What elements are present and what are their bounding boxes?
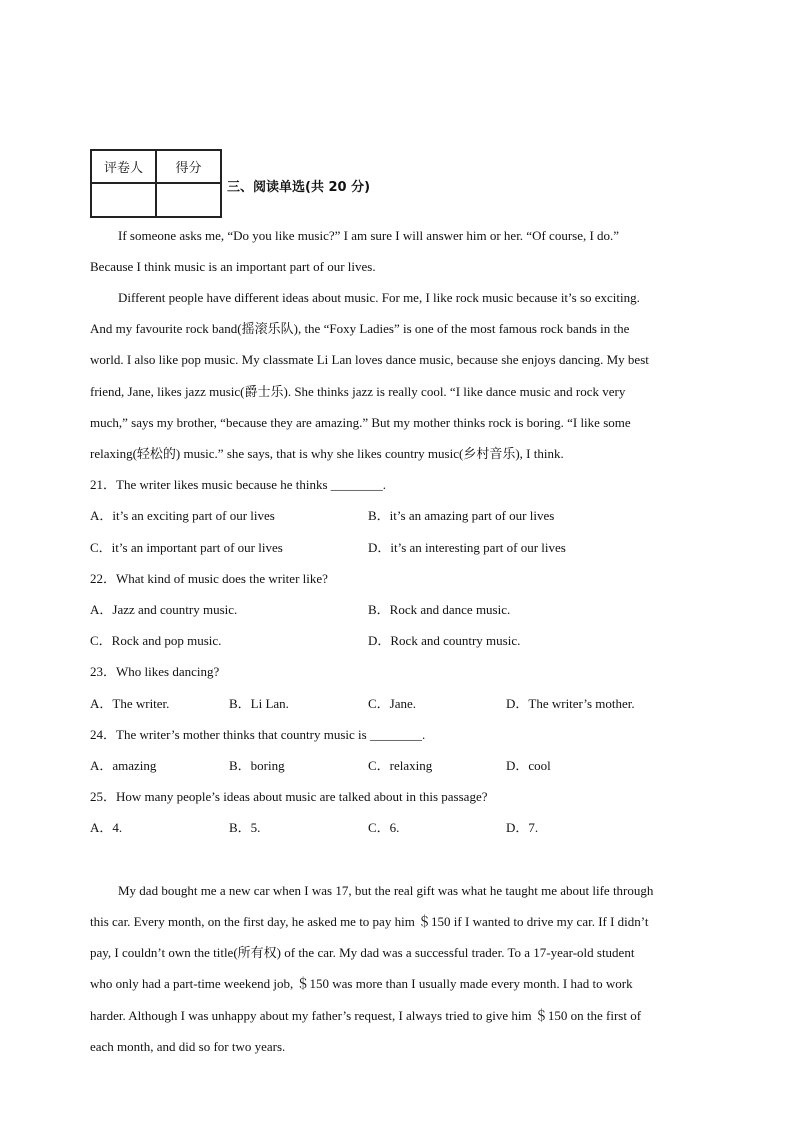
question-23-option-b[interactable]: B．Li Lan.	[229, 696, 289, 711]
reviewer-cell[interactable]	[91, 183, 156, 217]
passage-line: who only had a part-time weekend job, ＄150 was more than I usually made every month. I had to work	[90, 976, 633, 991]
passage-line: this car. Every month, on the first day, he asked me to pay him ＄150 if I wanted to drive my car. If I didn’t	[90, 914, 649, 929]
question-24-option-a[interactable]: A．amazing	[90, 758, 157, 773]
question-23-stem: 23．Who likes dancing?	[90, 664, 220, 679]
question-22-stem: 22．What kind of music does the writer like?	[90, 571, 328, 586]
passage-line: each month, and did so for two years.	[90, 1039, 286, 1054]
passage-line: And my favourite rock band(摇滚乐队), the “Foxy Ladies” is one of the most famous rock bands in the	[90, 321, 630, 336]
question-24-stem: 24．The writer’s mother thinks that country music is ________.	[90, 727, 426, 742]
passage-line: relaxing(轻松的) music.” she says, that is why she likes country music(乡村音乐), I think.	[90, 446, 564, 461]
question-25-option-d[interactable]: D．7.	[506, 820, 539, 835]
reviewer-label: 评卷人	[91, 150, 156, 183]
question-22-option-c[interactable]: C．Rock and pop music.	[90, 633, 222, 648]
question-24-option-c[interactable]: C．relaxing	[368, 758, 433, 773]
question-23-option-d[interactable]: D．The writer’s mother.	[506, 696, 635, 711]
question-25-option-c[interactable]: C．6.	[368, 820, 400, 835]
passage-line: Because I think music is an important part of our lives.	[90, 259, 376, 274]
passage-line: If someone asks me, “Do you like music?” I am sure I will answer him or her. “Of course, I do.”	[118, 228, 620, 243]
question-24-option-d[interactable]: D．cool	[506, 758, 551, 773]
question-22-option-a[interactable]: A．Jazz and country music.	[90, 602, 238, 617]
passage-line: world. I also like pop music. My classmate Li Lan loves dance music, because she enjoys dancing. My best	[90, 352, 649, 367]
question-21-option-d[interactable]: D．it’s an interesting part of our lives	[368, 540, 566, 555]
passage-line: friend, Jane, likes jazz music(爵士乐). She thinks jazz is really cool. “I like dance music and rock very	[90, 384, 626, 399]
question-25-stem: 25．How many people’s ideas about music are talked about in this passage?	[90, 789, 488, 804]
question-24-option-b[interactable]: B．boring	[229, 758, 285, 773]
question-25-option-b[interactable]: B．5.	[229, 820, 261, 835]
question-23-option-c[interactable]: C．Jane.	[368, 696, 417, 711]
question-21-stem: 21．The writer likes music because he thinks ________.	[90, 477, 387, 492]
passage-line: My dad bought me a new car when I was 17, but the real gift was what he taught me about life through	[118, 883, 654, 898]
question-22-option-d[interactable]: D．Rock and country music.	[368, 633, 521, 648]
section-title: 三、阅读单选(共 20 分)	[227, 180, 371, 195]
question-21-option-c[interactable]: C．it’s an important part of our lives	[90, 540, 283, 555]
passage-line: pay, I couldn’t own the title(所有权) of the car. My dad was a successful trader. To a 17-year-old student	[90, 945, 635, 960]
question-21-option-a[interactable]: A．it’s an exciting part of our lives	[90, 508, 275, 523]
question-25-option-a[interactable]: A．4.	[90, 820, 123, 835]
question-23-option-a[interactable]: A．The writer.	[90, 696, 170, 711]
score-box	[90, 149, 222, 218]
passage-line: harder. Although I was unhappy about my father’s request, I always tried to give him ＄150 on the first of	[90, 1008, 642, 1023]
question-21-option-b[interactable]: B．it’s an amazing part of our lives	[368, 508, 555, 523]
question-22-option-b[interactable]: B．Rock and dance music.	[368, 602, 511, 617]
score-cell[interactable]	[156, 183, 221, 217]
score-label: 得分	[156, 150, 221, 183]
passage-line: Different people have different ideas about music. For me, I like rock music because it’s so exciting.	[118, 290, 640, 305]
passage-line: much,” says my brother, “because they are amazing.” But my mother thinks rock is boring. “I like some	[90, 415, 631, 430]
